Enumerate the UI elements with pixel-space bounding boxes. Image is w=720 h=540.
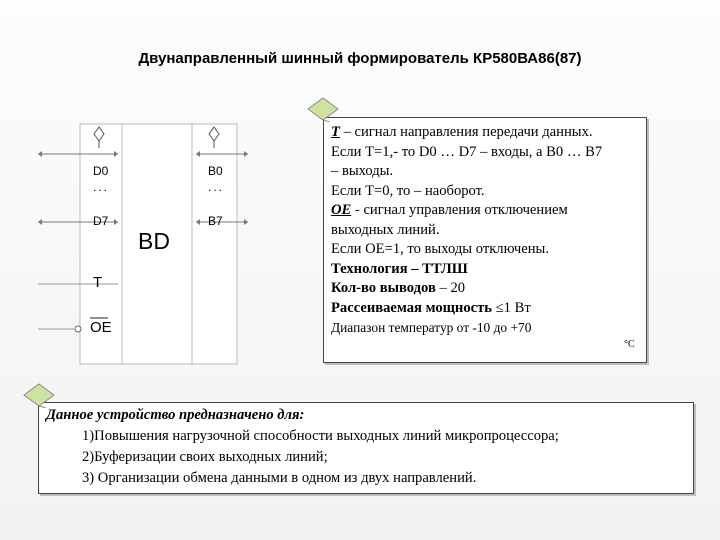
pin-label-d7: D7 — [93, 214, 109, 228]
info-line-oe: OE - сигнал управления отключением — [331, 202, 568, 218]
purpose-item-2: 2)Буферизации своих выходных линий; — [82, 449, 328, 465]
pin-label-oe: OE — [90, 319, 112, 336]
t-symbol: T — [331, 124, 340, 140]
info-line-outputs: – выходы. — [331, 163, 394, 179]
purpose-heading: Данное устройство предназначено для: — [46, 407, 305, 423]
info-power: Рассеиваемая мощность ≤1 Вт — [331, 299, 531, 316]
info-line-oe1: Если ОЕ=1, то выходы отключены. — [331, 241, 550, 257]
info-technology: Технология – ТТЛШ — [331, 260, 468, 277]
pin-label-d0: D0 — [93, 164, 109, 178]
info-temperature-unit: °C — [624, 339, 635, 350]
purpose-box — [38, 402, 694, 494]
purpose-box-diamond-icon — [22, 382, 56, 408]
inversion-circle-icon — [75, 326, 81, 332]
info-line-t0: Если Т=0, то – наоборот. — [331, 182, 485, 199]
purpose-item-3: 3) Организации обмена данными в одном из двух направлений. — [82, 470, 477, 486]
info-line-t1: Если Т=1,- то D0 … D7 – входы, а В0 … В7 — [331, 143, 603, 160]
bd-chip-diagram — [38, 118, 248, 368]
oe-symbol: OE — [331, 202, 352, 218]
pin-label-b7: B7 — [208, 214, 223, 228]
info-pin-count: Кол-во выводов – 20 — [331, 280, 466, 296]
info-box-diamond-icon — [306, 96, 340, 122]
slide-title: Двунаправленный шинный формирователь КР580ВА86(87) — [138, 50, 582, 67]
pin-label-left-ellipsis: ... — [93, 180, 110, 194]
pin-label-t: T — [93, 274, 103, 291]
info-line-output-lines: выходных линий. — [331, 221, 440, 238]
chip-info-box — [323, 117, 647, 363]
purpose-item-1: 1)Повышения нагрузочной способности выходных линий микропроцессора; — [82, 428, 559, 444]
chip-name: BD — [138, 228, 170, 254]
info-line-t: T – сигнал направления передачи данных. — [331, 124, 593, 140]
pin-label-right-ellipsis: ... — [208, 180, 225, 194]
info-temperature: Диапазон температур от -10 до +70 — [331, 320, 532, 335]
pin-label-b0: B0 — [208, 164, 223, 178]
